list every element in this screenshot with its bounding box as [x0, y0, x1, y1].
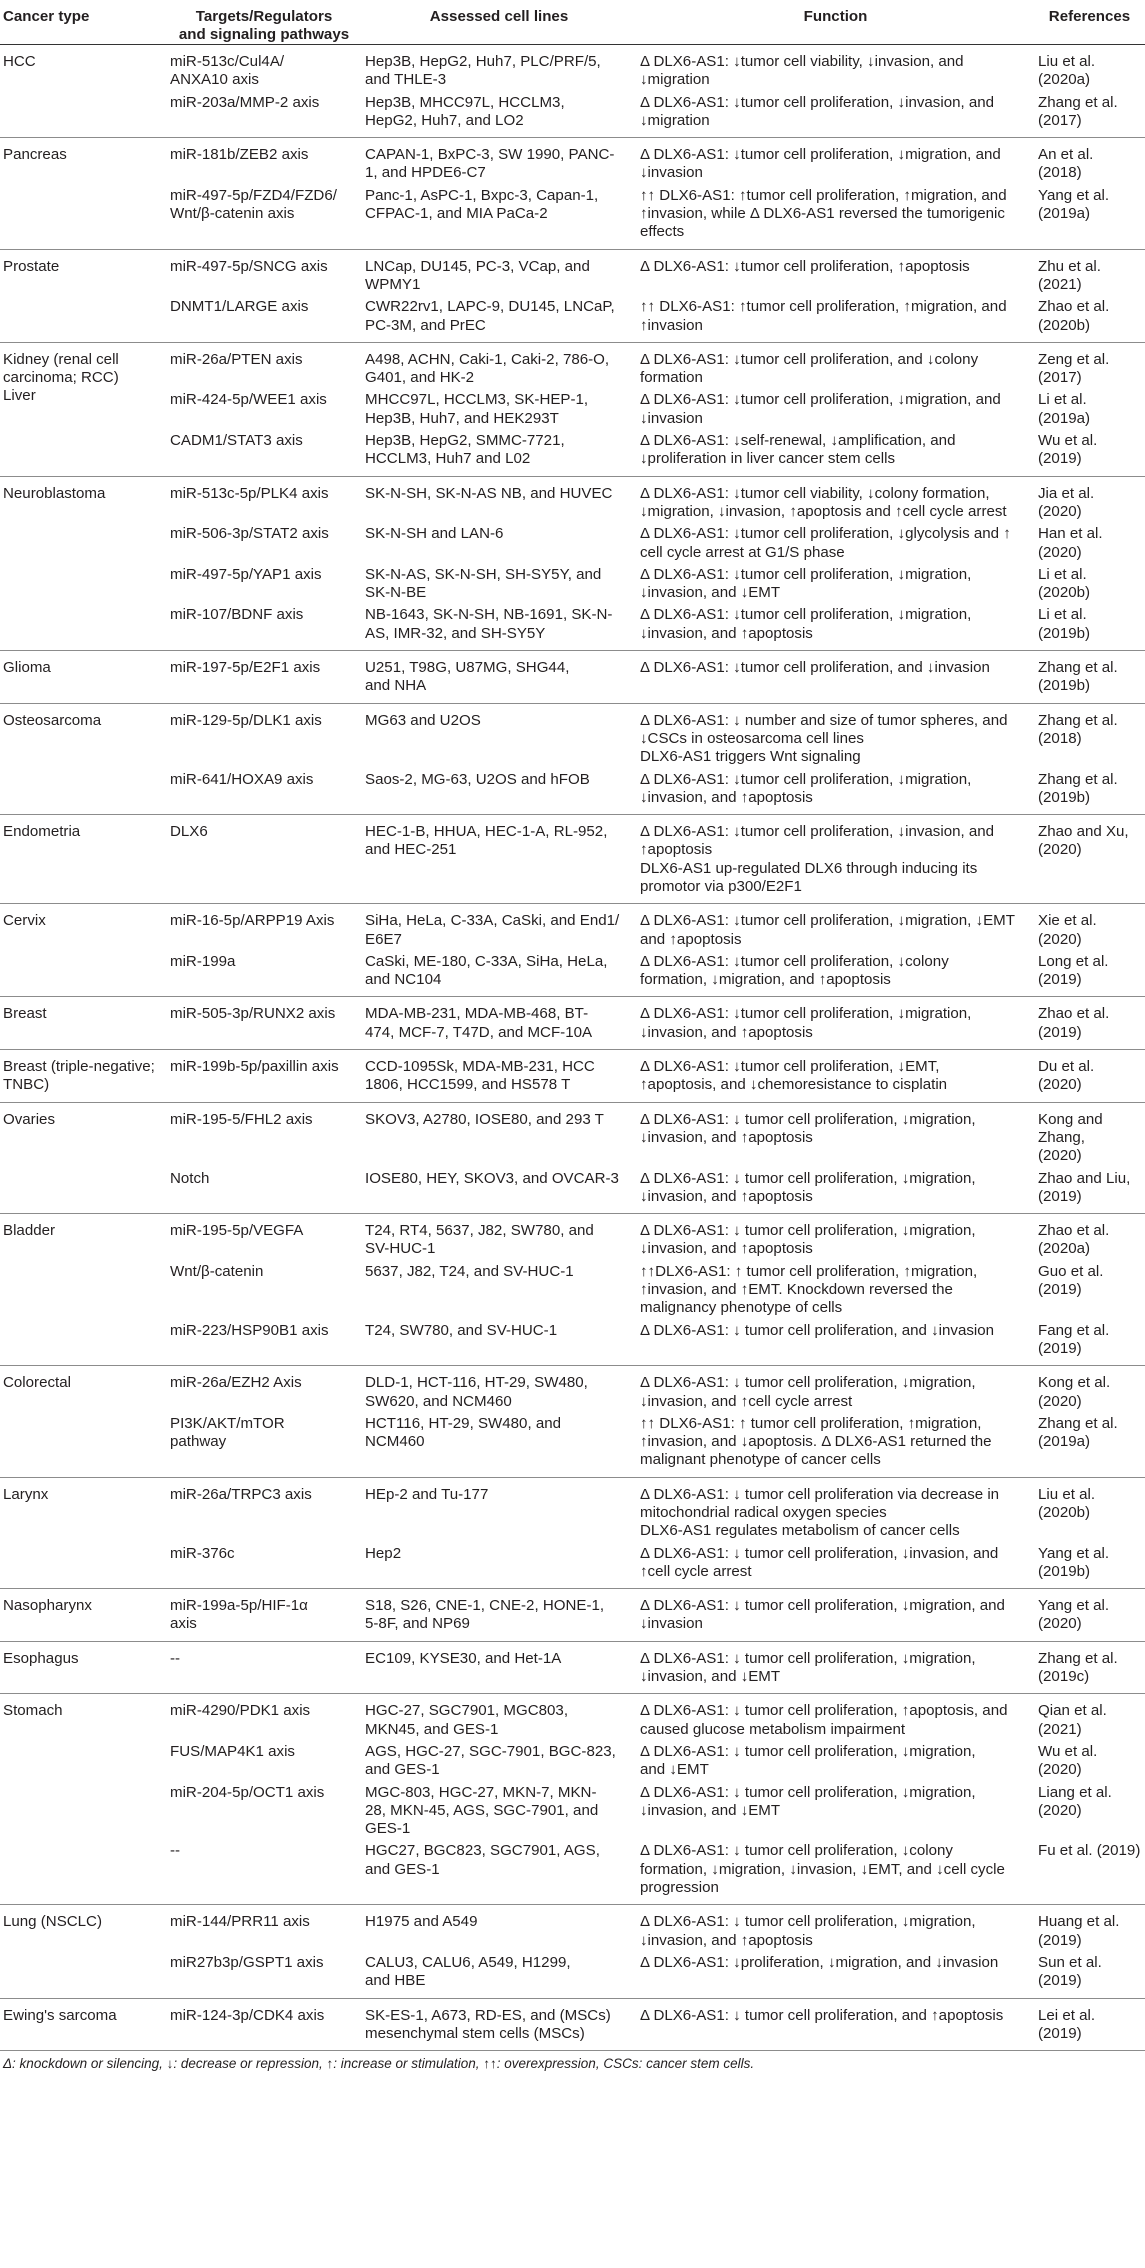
targets-cell: miR-26a/TRPC3 axis — [170, 1485, 312, 1503]
targets-cell: miR-223/HSP90B1 axis — [170, 1321, 329, 1339]
targets-cell: miR-124-3p/CDK4 axis — [170, 2006, 325, 2024]
function-cell: Δ DLX6-AS1: ↓ tumor cell proliferation, ↓migration, ↓invasion, and ↑apoptosis — [640, 1110, 976, 1146]
cancer-group — [0, 342, 1145, 476]
reference-cell: Yang et al. (2020) — [1038, 1597, 1110, 1633]
reference-cell: Xie et al. (2020) — [1038, 912, 1097, 948]
reference-cell: Zhang et al. (2018) — [1038, 711, 1118, 747]
function-cell: Δ DLX6-AS1: ↓ tumor cell proliferation via decrease in mitochondrial radical oxygen species DLX6-AS1 regulates metabolism of cancer cells — [640, 1485, 1000, 1540]
table-row — [0, 1102, 1145, 1165]
table-row — [0, 1998, 1145, 2051]
function-cell: Δ DLX6-AS1: ↓ tumor cell proliferation, ↓migration, and ↓invasion — [640, 1597, 1005, 1633]
header-references: References — [1035, 0, 1145, 45]
targets-cell: miR27b3p/GSPT1 axis — [170, 1953, 324, 1971]
reference-cell: Liang et al. (2020) — [1038, 1783, 1112, 1819]
cancer-type-cell: Colorectal — [3, 1374, 71, 1392]
reference-cell: Liu et al. (2020b) — [1038, 1485, 1096, 1521]
function-cell: Δ DLX6-AS1: ↓tumor cell proliferation, ↓migration, ↓invasion, and ↑apoptosis — [640, 606, 972, 642]
cancer-group — [0, 249, 1145, 342]
reference-cell: Kong and Zhang, (2020) — [1038, 1110, 1103, 1165]
table-row — [0, 1318, 1145, 1366]
cell-lines-cell: T24, RT4, 5637, J82, SW780, and SV-HUC-1 — [365, 1222, 594, 1258]
table-row — [0, 997, 1145, 1050]
function-cell: ↑↑ DLX6-AS1: ↑tumor cell proliferation, ↑migration, and ↑invasion, while Δ DLX6-AS1 reversed the tumorigenic effects — [640, 186, 1007, 241]
reference-cell: Kong et al. (2020) — [1038, 1374, 1111, 1410]
table-header — [0, 0, 1145, 45]
reference-cell: Du et al. (2020) — [1038, 1058, 1095, 1094]
table-row — [0, 904, 1145, 949]
cancer-group — [0, 138, 1145, 249]
function-cell: Δ DLX6-AS1: ↓ tumor cell proliferation, ↓migration, ↓invasion, and ↑apoptosis — [640, 1913, 976, 1949]
function-cell: Δ DLX6-AS1: ↓tumor cell proliferation, ↓glycolysis and ↑ cell cycle arrest at G1/S phase — [640, 525, 1011, 561]
table-row — [0, 562, 1145, 603]
targets-cell: miR-506-3p/STAT2 axis — [170, 525, 329, 543]
targets-cell: miR-204-5p/OCT1 axis — [170, 1783, 325, 1801]
cell-lines-cell: HGC-27, SGC7901, MGC803, MKN45, and GES-1 — [365, 1702, 569, 1738]
cancer-type-cell: Esophagus — [3, 1649, 79, 1667]
table-row — [0, 1905, 1145, 1950]
cell-lines-cell: Saos-2, MG-63, U2OS and hFOB — [365, 770, 590, 788]
table-row — [0, 294, 1145, 342]
table-row — [0, 1950, 1145, 1998]
table-row — [0, 249, 1145, 294]
cancer-type-cell: Prostate — [3, 257, 60, 275]
function-cell: Δ DLX6-AS1: ↓tumor cell proliferation, ↓invasion, and ↓migration — [640, 93, 995, 129]
function-cell: Δ DLX6-AS1: ↓ tumor cell proliferation, ↓migration, ↓invasion, and ↓EMT — [640, 1783, 976, 1819]
cancer-group — [0, 1905, 1145, 1998]
reference-cell: Li et al. (2019b) — [1038, 606, 1091, 642]
cancer-type-cell: Nasopharynx — [3, 1597, 92, 1615]
cell-lines-cell: CAPAN-1, BxPC-3, SW 1990, PANC- 1, and HPDE6-C7 — [365, 146, 615, 182]
table-row — [0, 45, 1145, 90]
targets-cell: CADM1/STAT3 axis — [170, 432, 303, 450]
cancer-type-cell: HCC — [3, 53, 36, 70]
cancer-type-cell: Ewing's sarcoma — [3, 2006, 117, 2024]
cancer-type-cell: Stomach — [3, 1702, 63, 1720]
cancer-group — [0, 476, 1145, 650]
function-cell: Δ DLX6-AS1: ↓ tumor cell proliferation, ↓colony formation, ↓migration, ↓invasion, ↓EMT, and ↓cell cycle progression — [640, 1842, 1005, 1897]
targets-cell: miR-26a/EZH2 Axis — [170, 1374, 302, 1392]
cancer-type-cell: Larynx — [3, 1485, 49, 1503]
reference-cell: Liu et al. (2020a) — [1038, 53, 1096, 89]
targets-cell: DLX6 — [170, 823, 208, 841]
cancer-group — [0, 1641, 1145, 1694]
cell-lines-cell: HEp-2 and Tu-177 — [365, 1485, 489, 1503]
reference-cell: Zhao et al. (2020b) — [1038, 298, 1110, 334]
reference-cell: Zhao et al. (2019) — [1038, 1005, 1110, 1041]
table-row — [0, 138, 1145, 183]
cancer-type-cell: Neuroblastoma — [3, 484, 106, 502]
function-cell: Δ DLX6-AS1: ↓tumor cell proliferation, ↑apoptosis — [640, 257, 970, 275]
function-cell: ↑↑DLX6-AS1: ↑ tumor cell proliferation, ↑migration, ↑invasion, and ↑EMT. Knockdown reversed the malignancy phenotype of cells — [640, 1262, 978, 1317]
table-row — [0, 1541, 1145, 1589]
function-cell: Δ DLX6-AS1: ↓tumor cell proliferation, and ↓invasion — [640, 659, 990, 677]
function-cell: Δ DLX6-AS1: ↓tumor cell proliferation, and ↓colony formation — [640, 350, 979, 387]
targets-cell: miR-4290/PDK1 axis — [170, 1702, 311, 1720]
reference-cell: An et al. (2018) — [1038, 146, 1094, 182]
table-row — [0, 1050, 1145, 1103]
function-cell: Δ DLX6-AS1: ↓ tumor cell proliferation, ↓migration, and ↓EMT — [640, 1742, 976, 1779]
function-cell: Δ DLX6-AS1: ↓tumor cell viability, ↓invasion, and ↓migration — [640, 53, 964, 89]
table-row — [0, 1477, 1145, 1540]
reference-cell: Jia et al. (2020) — [1038, 484, 1095, 520]
targets-cell: miR-497-5p/FZD4/FZD6/ Wnt/β-catenin axis — [170, 186, 337, 223]
reference-cell: Yang et al. (2019a) — [1038, 186, 1110, 223]
cancer-group — [0, 1366, 1145, 1477]
reference-cell: Zhang et al. (2019b) — [1038, 659, 1118, 695]
targets-cell: miR-26a/PTEN axis — [170, 350, 303, 368]
header-function: Function — [637, 0, 1035, 45]
reference-cell: Li et al. (2020b) — [1038, 565, 1091, 602]
cancer-group — [0, 45, 1145, 138]
targets-cell: miR-513c-5p/PLK4 axis — [170, 484, 329, 502]
cell-lines-cell: Hep3B, HepG2, Huh7, PLC/PRF/5, and THLE-3 — [365, 53, 601, 89]
cell-lines-cell: CWR22rv1, LAPC-9, DU145, LNCaP, PC-3M, and PrEC — [365, 298, 615, 334]
targets-cell: miR-199a-5p/HIF-1α axis — [170, 1597, 308, 1633]
cell-lines-cell: IOSE80, HEY, SKOV3, and OVCAR-3 — [365, 1169, 619, 1187]
cell-lines-cell: NB-1643, SK-N-SH, NB-1691, SK-N- AS, IMR-32, and SH-SY5Y — [365, 606, 613, 642]
cell-lines-cell: SK-N-SH and LAN-6 — [365, 525, 504, 543]
cell-lines-cell: T24, SW780, and SV-HUC-1 — [365, 1321, 558, 1339]
cancer-type-cell: Pancreas — [3, 146, 67, 164]
cancer-type-cell: Ovaries — [3, 1110, 56, 1128]
targets-cell: miR-129-5p/DLK1 axis — [170, 711, 322, 729]
targets-cell: miR-195-5p/VEGFA — [170, 1222, 304, 1240]
function-cell: Δ DLX6-AS1: ↓tumor cell proliferation, ↓migration, ↓invasion, and ↓EMT — [640, 565, 972, 602]
cancer-group — [0, 1998, 1145, 2051]
function-cell: Δ DLX6-AS1: ↓tumor cell proliferation, ↓migration, ↓invasion, and ↑apoptosis — [640, 1005, 972, 1041]
targets-cell: miR-376c — [170, 1544, 235, 1562]
cancer-group — [0, 1477, 1145, 1588]
reference-cell: Zhao and Liu, (2019) — [1038, 1169, 1131, 1205]
cancer-group — [0, 815, 1145, 904]
table-row — [0, 521, 1145, 562]
cell-lines-cell: SK-N-AS, SK-N-SH, SH-SY5Y, and SK-N-BE — [365, 565, 602, 602]
cell-lines-cell: 5637, J82, T24, and SV-HUC-1 — [365, 1262, 574, 1280]
function-cell: Δ DLX6-AS1: ↓ tumor cell proliferation, and ↓invasion — [640, 1321, 995, 1339]
table-row — [0, 651, 1145, 704]
table-row — [0, 703, 1145, 766]
targets-cell: miR-497-5p/SNCG axis — [170, 257, 328, 275]
table-row — [0, 183, 1145, 249]
cell-lines-cell: DLD-1, HCT-116, HT-29, SW480, SW620, and NCM460 — [365, 1374, 588, 1410]
cancer-group — [0, 1694, 1145, 1905]
cancer-group — [0, 904, 1145, 997]
reference-cell: Han et al. (2020) — [1038, 525, 1103, 561]
targets-cell: -- — [170, 1649, 181, 1667]
cell-lines-cell: HCT116, HT-29, SW480, and NCM460 — [365, 1414, 562, 1451]
table-row — [0, 1694, 1145, 1739]
table-row — [0, 90, 1145, 138]
targets-cell: PI3K/AKT/mTOR pathway — [170, 1414, 285, 1451]
function-cell: Δ DLX6-AS1: ↓tumor cell proliferation, ↓invasion, and ↑apoptosis DLX6-AS1 up-regulated DLX6 through inducing its promotor via p300/E2F1 — [640, 823, 995, 895]
cell-lines-cell: U251, T98G, U87MG, SHG44, and NHA — [365, 659, 570, 695]
reference-cell: Zhao et al. (2020a) — [1038, 1222, 1110, 1258]
reference-cell: Wu et al. (2020) — [1038, 1742, 1098, 1779]
cancer-group — [0, 703, 1145, 814]
reference-cell: Zhu et al. (2021) — [1038, 257, 1101, 293]
targets-cell: miR-513c/Cul4A/ ANXA10 axis — [170, 53, 285, 89]
cell-lines-cell: MDA-MB-231, MDA-MB-468, BT- 474, MCF-7, T47D, and MCF-10A — [365, 1005, 593, 1041]
cell-lines-cell: SK-N-SH, SK-N-AS NB, and HUVEC — [365, 484, 613, 502]
header-targets: Targets/Regulators and signaling pathways — [167, 0, 362, 45]
reference-cell: Zhang et al. (2019a) — [1038, 1414, 1118, 1451]
header-cancer-type: Cancer type — [0, 0, 167, 45]
targets-cell: miR-497-5p/YAP1 axis — [170, 565, 322, 583]
function-cell: Δ DLX6-AS1: ↓self-renewal, ↓amplification, and ↓proliferation in liver cancer stem cells — [640, 432, 956, 468]
cancer-type-cell: Breast (triple-negative; TNBC) — [3, 1058, 155, 1094]
cancer-group — [0, 997, 1145, 1050]
function-cell: Δ DLX6-AS1: ↓tumor cell viability, ↓colony formation, ↓migration, ↓invasion, ↑apoptosis and ↑cell cycle arrest — [640, 484, 1007, 520]
function-cell: ↑↑ DLX6-AS1: ↑ tumor cell proliferation, ↑migration, ↑invasion, and ↓apoptosis. Δ DLX6-AS1 returned the malignant phenotype of cancer cells — [640, 1414, 992, 1469]
cell-lines-cell: EC109, KYSE30, and Het-1A — [365, 1649, 562, 1667]
table-row — [0, 476, 1145, 521]
cell-lines-cell: Hep3B, HepG2, SMMC-7721, HCCLM3, Huh7 and L02 — [365, 432, 565, 468]
reference-cell: Li et al. (2019a) — [1038, 391, 1091, 427]
targets-cell: miR-195-5/FHL2 axis — [170, 1110, 313, 1128]
reference-cell: Guo et al. (2019) — [1038, 1262, 1104, 1299]
cell-lines-cell: Panc-1, AsPC-1, Bxpc-3, Capan-1, CFPAC-1, and MIA PaCa-2 — [365, 186, 599, 223]
header-cell-lines: Assessed cell lines — [362, 0, 637, 45]
table-row — [0, 1838, 1145, 1904]
cell-lines-cell: SKOV3, A2780, IOSE80, and 293 T — [365, 1110, 604, 1128]
table-row — [0, 387, 1145, 428]
table-row — [0, 1366, 1145, 1411]
function-cell: Δ DLX6-AS1: ↓ tumor cell proliferation, ↓migration, ↓invasion, and ↑apoptosis — [640, 1169, 976, 1205]
cell-lines-cell: AGS, HGC-27, SGC-7901, BGC-823, and GES-1 — [365, 1742, 616, 1779]
cell-lines-cell: MHCC97L, HCCLM3, SK-HEP-1, Hep3B, Huh7, and HEK293T — [365, 391, 589, 427]
cell-lines-cell: CaSki, ME-180, C-33A, SiHa, HeLa, and NC104 — [365, 952, 608, 989]
cell-lines-cell: Hep3B, MHCC97L, HCCLM3, HepG2, Huh7, and LO2 — [365, 93, 565, 129]
cell-lines-cell: CCD-1095Sk, MDA-MB-231, HCC 1806, HCC1599, and HS578 T — [365, 1058, 595, 1094]
targets-cell: miR-199a — [170, 952, 236, 970]
cancer-type-cell: Osteosarcoma — [3, 711, 102, 729]
targets-cell: miR-197-5p/E2F1 axis — [170, 659, 321, 677]
cancer-group — [0, 1050, 1145, 1103]
table-footnote: Δ: knockdown or silencing, ↓: decrease or repression, ↑: increase or stimulation, ↑↑: overexpression, CSCs: cancer stem cells. — [3, 2056, 755, 2072]
reference-cell: Huang et al. (2019) — [1038, 1913, 1120, 1949]
reference-cell: Zhang et al. (2019c) — [1038, 1649, 1118, 1686]
cell-lines-cell: MGC-803, HGC-27, MKN-7, MKN- 28, MKN-45, AGS, SGC-7901, and GES-1 — [365, 1783, 599, 1838]
function-cell: Δ DLX6-AS1: ↓ tumor cell proliferation, ↓migration, ↓invasion, and ↓EMT — [640, 1649, 976, 1686]
function-cell: Δ DLX6-AS1: ↓tumor cell proliferation, ↓migration, and ↓invasion — [640, 146, 1001, 182]
targets-cell: miR-505-3p/RUNX2 axis — [170, 1005, 336, 1023]
targets-cell: Notch — [170, 1169, 210, 1187]
reference-cell: Yang et al. (2019b) — [1038, 1544, 1110, 1580]
cell-lines-cell: Hep2 — [365, 1544, 402, 1562]
reference-cell: Zeng et al. (2017) — [1038, 350, 1110, 387]
targets-cell: FUS/MAP4K1 axis — [170, 1742, 295, 1760]
cell-lines-cell: SiHa, HeLa, C-33A, CaSki, and End1/ E6E7 — [365, 912, 620, 948]
targets-cell: miR-199b-5p/paxillin axis — [170, 1058, 339, 1076]
reference-cell: Fang et al. (2019) — [1038, 1321, 1110, 1357]
reference-cell: Qian et al. (2021) — [1038, 1702, 1107, 1738]
targets-cell: -- — [170, 1842, 181, 1860]
table-row — [0, 1641, 1145, 1694]
cell-lines-cell: S18, S26, CNE-1, CNE-2, HONE-1, 5-8F, and NP69 — [365, 1597, 605, 1633]
function-cell: Δ DLX6-AS1: ↓tumor cell proliferation, ↓EMT, ↑apoptosis, and ↓chemoresistance to cisplatin — [640, 1058, 948, 1094]
function-cell: Δ DLX6-AS1: ↓tumor cell proliferation, ↓migration, and ↓invasion — [640, 391, 1001, 427]
reference-cell: Zhao and Xu, (2020) — [1038, 823, 1129, 859]
cancer-type-cell: Endometria — [3, 823, 81, 841]
reference-cell: Long et al. (2019) — [1038, 952, 1109, 989]
table-row — [0, 815, 1145, 904]
cell-lines-cell: LNCap, DU145, PC-3, VCap, and WPMY1 — [365, 257, 590, 293]
table-row — [0, 1739, 1145, 1780]
cell-lines-cell: SK-ES-1, A673, RD-ES, and (MSCs) mesenchymal stem cells (MSCs) — [365, 2006, 611, 2042]
table-row — [0, 342, 1145, 387]
function-cell: Δ DLX6-AS1: ↓ tumor cell proliferation, ↓invasion, and ↑cell cycle arrest — [640, 1544, 999, 1580]
function-cell: Δ DLX6-AS1: ↓ tumor cell proliferation, ↓migration, ↓invasion, and ↑apoptosis — [640, 1222, 976, 1258]
table-row — [0, 602, 1145, 650]
targets-cell: miR-424-5p/WEE1 axis — [170, 391, 327, 409]
cell-lines-cell: HGC27, BGC823, SGC7901, AGS, and GES-1 — [365, 1842, 600, 1878]
reference-cell: Zhang et al. (2017) — [1038, 93, 1118, 129]
function-cell: Δ DLX6-AS1: ↓tumor cell proliferation, ↓migration, ↓invasion, and ↑apoptosis — [640, 770, 972, 806]
function-cell: Δ DLX6-AS1: ↓ tumor cell proliferation, and ↑apoptosis — [640, 2006, 1004, 2024]
table-row — [0, 949, 1145, 997]
targets-cell: miR-203a/MMP-2 axis — [170, 93, 320, 111]
targets-cell: miR-107/BDNF axis — [170, 606, 304, 624]
targets-cell: Wnt/β-catenin — [170, 1262, 264, 1280]
cell-lines-cell: CALU3, CALU6, A549, H1299, and HBE — [365, 1953, 571, 1990]
targets-cell: DNMT1/LARGE axis — [170, 298, 309, 316]
cancer-type-cell: Breast — [3, 1005, 47, 1023]
function-cell: Δ DLX6-AS1: ↓ number and size of tumor spheres, and ↓CSCs in osteosarcoma cell lines DLX6-AS1 triggers Wnt signaling — [640, 711, 1008, 766]
cell-lines-cell: H1975 and A549 — [365, 1913, 478, 1931]
table-row — [0, 1589, 1145, 1642]
table-row — [0, 1411, 1145, 1477]
cell-lines-cell: A498, ACHN, Caki-1, Caki-2, 786-O, G401, and HK-2 — [365, 350, 610, 387]
reference-cell: Fu et al. (2019) — [1038, 1842, 1141, 1860]
function-cell: Δ DLX6-AS1: ↓ tumor cell proliferation, ↓migration, ↓invasion, and ↑cell cycle arrest — [640, 1374, 976, 1410]
cancer-type-cell: Bladder — [3, 1222, 56, 1240]
table-row — [0, 1214, 1145, 1259]
cancer-group — [0, 1102, 1145, 1213]
cancer-type-cell: Kidney (renal cell carcinoma; RCC) Liver — [3, 350, 119, 405]
targets-cell: miR-641/HOXA9 axis — [170, 770, 314, 788]
table-row — [0, 1166, 1145, 1214]
reference-cell: Zhang et al. (2019b) — [1038, 770, 1118, 806]
targets-cell: miR-181b/ZEB2 axis — [170, 146, 309, 164]
reference-cell: Lei et al. (2019) — [1038, 2006, 1096, 2042]
function-cell: Δ DLX6-AS1: ↓ tumor cell proliferation, ↑apoptosis, and caused glucose metabolism impairment — [640, 1702, 1008, 1738]
table-row — [0, 428, 1145, 476]
cancer-type-cell: Glioma — [3, 659, 51, 677]
cancer-group — [0, 1589, 1145, 1642]
cell-lines-cell: MG63 and U2OS — [365, 711, 481, 729]
function-cell: ↑↑ DLX6-AS1: ↑tumor cell proliferation, ↑migration, and ↑invasion — [640, 298, 1007, 334]
cancer-group — [0, 651, 1145, 704]
table-row — [0, 1259, 1145, 1318]
targets-cell: miR-16-5p/ARPP19 Axis — [170, 912, 335, 930]
table-row — [0, 1780, 1145, 1839]
cancer-type-cell: Cervix — [3, 912, 46, 930]
table-row — [0, 767, 1145, 815]
cancer-type-cell: Lung (NSCLC) — [3, 1913, 102, 1931]
function-cell: Δ DLX6-AS1: ↓tumor cell proliferation, ↓migration, ↓EMT and ↑apoptosis — [640, 912, 1015, 948]
reference-cell: Wu et al. (2019) — [1038, 432, 1098, 468]
cell-lines-cell: HEC-1-B, HHUA, HEC-1-A, RL-952, and HEC-251 — [365, 823, 608, 859]
reference-cell: Sun et al. (2019) — [1038, 1953, 1102, 1990]
cancer-group — [0, 1214, 1145, 1366]
function-cell: Δ DLX6-AS1: ↓proliferation, ↓migration, and ↓invasion — [640, 1953, 999, 1971]
function-cell: Δ DLX6-AS1: ↓tumor cell proliferation, ↓colony formation, ↓migration, and ↑apoptosis — [640, 952, 949, 989]
targets-cell: miR-144/PRR11 axis — [170, 1913, 310, 1931]
